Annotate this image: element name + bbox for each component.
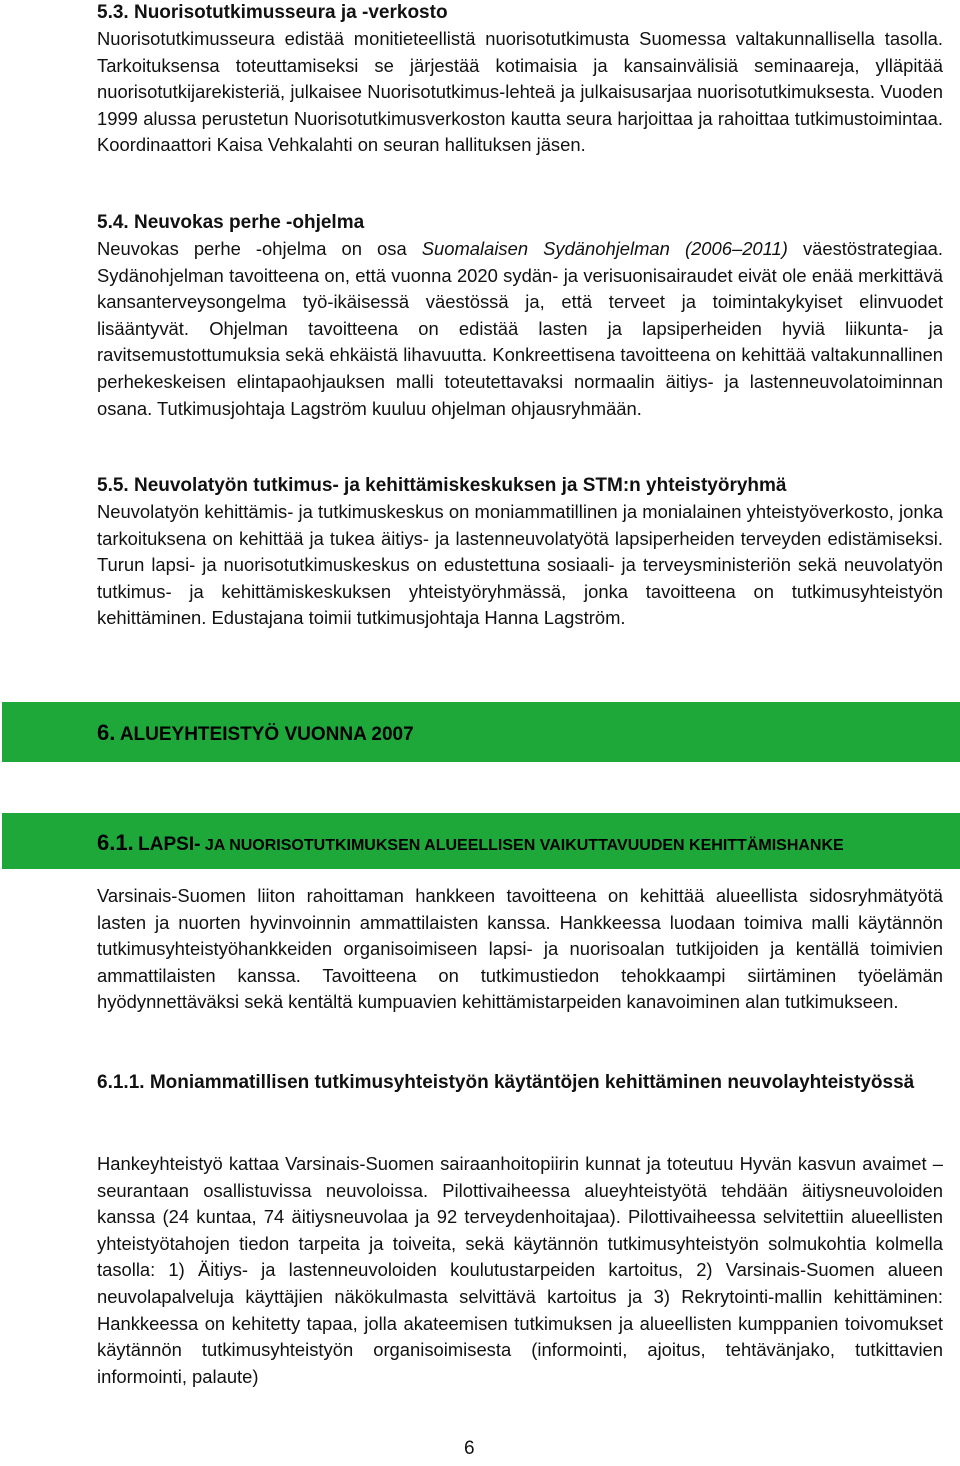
paragraph-text: Neuvokas perhe -ohjelma on osa	[97, 238, 422, 259]
chapter-6-1-banner	[2, 813, 960, 869]
chapter-number: 6.1.	[97, 830, 134, 855]
chapter-title	[97, 720, 414, 746]
section-heading: 5.3. Nuorisotutkimusseura ja -verkosto	[97, 2, 448, 23]
section-paragraph	[97, 236, 943, 422]
section-5-4	[97, 210, 943, 422]
section-5-5	[97, 473, 943, 632]
chapter-number: 6.	[97, 720, 116, 745]
chapter-title-lead: LAPSI-	[138, 834, 201, 855]
section-5-3	[97, 0, 943, 159]
page-number: 6	[464, 1438, 475, 1459]
section-paragraph: Nuorisotutkimusseura edistää monitieteellistä nuorisotutkimusta Suomessa valtakunnallisella tasolla. Tarkoituksensa toteuttamiseksi se järjestää kotimaisia ja kansainvälisiä seminaareja, ylläpitää nuorisotutkijarekisteriä, julkaisee Nuorisotutkimus-lehteä ja julkaisusarjaa nuorisotutkimuksesta. Vuoden 1999 alussa perustetun Nuorisotutkimusverkoston kautta seura harjoittaa ja rahoittaa tutkimustoimintaa. Koordinaattori Kaisa Vehkalahti on seuran hallituksen jäsen.	[97, 28, 943, 156]
section-heading: 5.5. Neuvolatyön tutkimus- ja kehittämiskeskuksen ja STM:n yhteistyöryhmä	[97, 475, 787, 496]
section-paragraph: Neuvolatyön kehittämis- ja tutkimuskeskus on moniammatillinen ja monialainen yhteistyöverkosto, jonka tarkoituksena on kehittää ja tukea äitiys- ja lastenneuvolatyötä lapsiperheiden terveyden edistämiseksi. Turun lapsi- ja nuorisotutkimuskeskus on edustettuna sosiaali- ja terveysministeriön sekä neuvolatyön tutkimus- ja kehittämiskeskuksen yhteistyöryhmässä, jonka tavoitteena on tutkimusyhteistyön kehittäminen. Edustajana toimii tutkimusjohtaja Hanna Lagström.	[97, 501, 943, 629]
section-6-1-1-paragraph: Hankeyhteistyö kattaa Varsinais-Suomen sairaanhoitopiirin kunnat ja toteutuu Hyvän kasvun avaimet –seurantaan osallistuvissa neuvoloissa. Pilottivaiheessa alueyhteistyötä tehdään äitiysneuvoloiden kanssa (24 kuntaa, 74 äitiysneuvolaa ja 92 terveydenhoitajaa). Pilottivaiheessa selvitettiin alueellisten yhteistyötahojen tiedon tarpeita ja toiveita, sekä käytännön tutkimusyhteistyön solmukohtia kolmella tasolla: 1) Äitiys- ja lastenneuvoloiden koulutustarpeiden kartoitus, 2) Varsinais-Suomen alueen neuvolapalveluja käyttäjien näkökulmasta selvittävä kartoitus ja 3) Rekrytointi-mallin kehittäminen: Hankkeessa on kehitetty tapaa, jolla akateemisen tutkimuksen ja alueellisten kumppanien toivomukset käytännön tutkimusyhteistyön organisoimisesta (informointi, ajoitus, tehtävänjako, tutkittavien informointi, palaute)	[97, 1153, 943, 1387]
section-heading: 5.4. Neuvokas perhe -ohjelma	[97, 212, 365, 233]
chapter-title-text: ALUEYHTEISTYÖ VUONNA 2007	[119, 724, 414, 745]
chapter-title	[97, 830, 844, 856]
section-heading: 6.1.1. Moniammatillisen tutkimusyhteistyön käytäntöjen kehittäminen neuvolayhteistyössä	[97, 1072, 915, 1093]
chapter-6-banner	[2, 702, 960, 762]
chapter-6-1-paragraph: Varsinais-Suomen liiton rahoittaman hankkeen tavoitteena on kehittää alueellista sidosryhmätyötä lasten ja nuorten hyvinvoinnin ammattilaisten kanssa. Hankkeessa luodaan toimiva malli käytännön tutkimusyhteistyöhankkeiden organisoimiseen lapsi- ja nuorisoalan tutkijoiden ja kentällä toimivien ammattilaisten kanssa. Tavoitteena on tutkimustiedon tehokkaampi siirtäminen työelämän hyödynnettäväksi sekä kentältä kumpuavien kehittämistarpeiden kanavoiminen alan tutkimukseen.	[97, 885, 943, 1013]
chapter-title-text: JA NUORISOTUTKIMUKSEN ALUEELLISEN VAIKUTTAVUUDEN KEHITTÄMISHANKE	[200, 837, 844, 854]
program-name-italic: Suomalaisen Sydänohjelman (2006–2011)	[421, 238, 788, 259]
paragraph-text: väestöstrategiaa. Sydänohjelman tavoitteena on, että vuonna 2020 sydän- ja verisuonisairaudet eivät ole enää merkittävä kansanterveysongelma työ-ikäisessä väestössä ja, että terveet ja toimintakykyiset elinvuodet lisääntyvät. Ohjelman tavoitteena on edistää lasten ja lapsiperheiden hyviä liikunta- ja ravitsemustottumuksia sekä ehkäistä lihavuutta. Konkreettisena tavoitteena on kehittää valtakunnallinen perhekeskeisen elintapaohjauksen malli toteutettavaksi normaalin äitiys- ja lastenneuvolatoiminnan osana. Tutkimusjohtaja Lagström kuuluu ohjelman ohjausryhmään.	[97, 238, 944, 419]
section-6-1-1	[97, 1070, 914, 1096]
